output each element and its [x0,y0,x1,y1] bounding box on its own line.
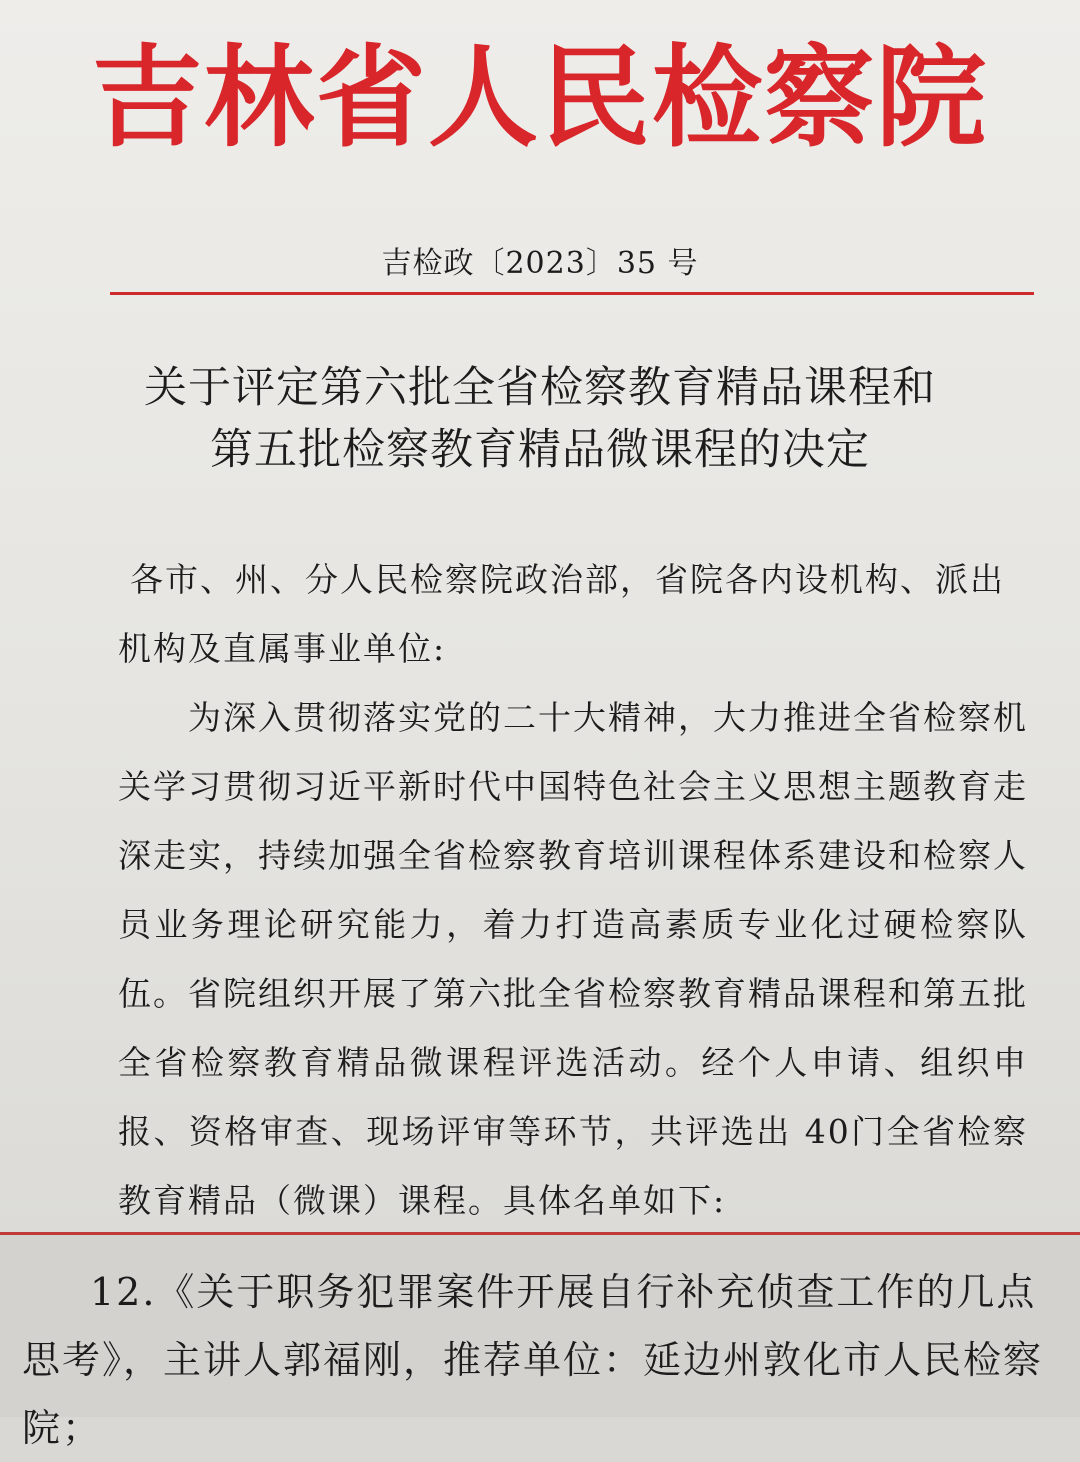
issuer-header: 吉林省人民检察院 [92,34,988,162]
document-title-line-2: 第五批检察教育精品微课程的决定 [210,425,870,475]
document-number: 吉检政〔2023〕35 号 [381,246,699,281]
document-title-line-1: 关于评定第六批全省检察教育精品课程和 [144,363,936,413]
salutation: 各市、州、分人民检察院政治部，省院各内设机构、派出机构及直属事业单位: [118,560,1005,668]
red-rule-divider [110,292,1034,295]
body-paragraph: 为深入贯彻落实党的二十大精神，大力推进全省检察机关学习贯彻习近平新时代中国特色社会主义思想主题教育走深走实，持续加强全省检察教育培训课程体系建设和检察人员业务理论研究能力，着力打造高素质专业化过硬检察队伍。省院组织开展了第六批全省检察教育精品课程和第五批全省检察教育精品微课程评选活动。经个人申请、组织申报、资格审查、现场评审等环节，共评选出 40门全省检察教育精品（微课）课程。具体名单如下: [118,698,1028,1220]
list-item-12: 12.《关于职务犯罪案件开展自行补充侦查工作的几点思考》，主讲人郭福刚，推荐单位：延边州敦化市人民检察院； [22,1270,1044,1450]
